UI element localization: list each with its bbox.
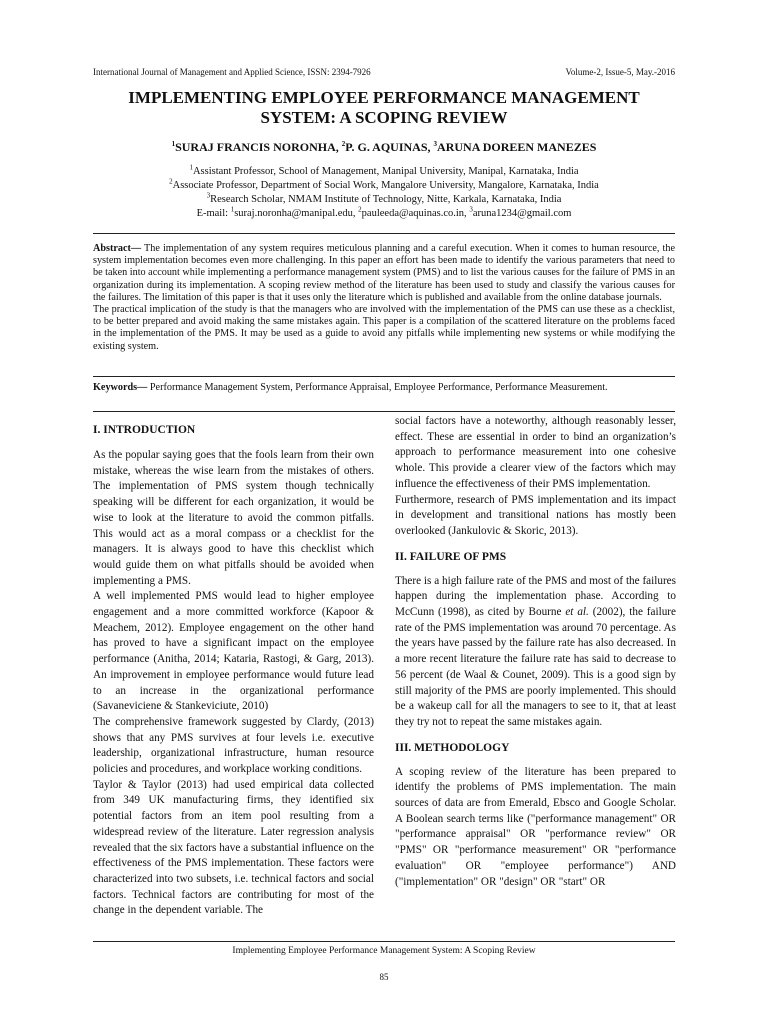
email-1: suraj.noronha@manipal.edu, xyxy=(234,208,359,219)
email-2-mark: 2 xyxy=(358,205,362,214)
title-line-2: SYSTEM: A SCOPING REVIEW xyxy=(260,108,508,127)
keywords xyxy=(93,382,675,395)
affiliation-2-text: Associate Professor, Department of Social Work, Mangalore University, Mangalore, Karnataka, India xyxy=(172,180,599,191)
abstract-paragraph-2: The practical implication of the study is that the managers who are involved with the implementation of the PMS can use these as a checklist, to be better prepared and avoid making the same mistakes again. This paper is a compilation of the scattered literature on the problems faced in the implementation of the PMS. It may be used as a guide to avoid any pitfalls while implementing new systems or while modifying the existing system. xyxy=(93,304,675,352)
methodology-paragraph: A scoping review of the literature has been prepared to identify the problems of PMS implementation. The main sources of data are from Emerald, Ebsco and Google Scholar. A Boolean search terms like ("performance management" OR "performance appraisal" OR "performance review" OR "PMS" OR "performance measurement" OR "performance evaluation" OR "employee performance") AND ("implementation" OR "design" OR "start" OR xyxy=(395,765,676,888)
email-1-mark: 1 xyxy=(230,205,235,214)
affiliation-2-mark: 2 xyxy=(169,177,173,186)
footer-rule xyxy=(93,941,675,942)
author-list xyxy=(60,140,708,155)
paper-title xyxy=(60,88,708,128)
failure-heading: II. FAILURE OF PMS xyxy=(395,550,507,563)
journal-name: International Journal of Management and Applied Science, ISSN: 2394-7926 xyxy=(93,67,371,77)
author-3: ARUNA DOREEN MANEZES xyxy=(437,140,597,154)
keywords-label: Keywords— xyxy=(93,382,148,393)
failure-text-b: (2002), the failure rate of the PMS implementation was around 70 percentage. As the years have passed by the failure rate has also decreased. In a more recent literature the failure rate has said to decrease to 56 percent (de Waal & Counet, 2009). This is a good sign by still majority of the PMS are poorly implemented. This should be a wakeup call for all the managers to see to it, that at least they try not to repeat the same mistakes again. xyxy=(395,606,677,728)
affiliation-2 xyxy=(60,179,708,193)
affiliations xyxy=(60,165,708,221)
methodology-heading: III. METHODOLOGY xyxy=(395,741,510,754)
email-2: pauleeda@aquinas.co.in, xyxy=(361,208,470,219)
affiliation-3 xyxy=(60,193,708,207)
title-line-1: IMPLEMENTING EMPLOYEE PERFORMANCE MANAGEMENT xyxy=(128,88,640,107)
running-footer: Implementing Employee Performance Management System: A Scoping Review xyxy=(232,946,536,956)
introduction-heading: I. INTRODUCTION xyxy=(93,424,196,436)
email-3-mark: 3 xyxy=(469,205,473,214)
abstract-text-1: The implementation of any system requires meticulous planning and a careful execution. When it comes to human resource, the system implementation becomes even more challenging. In this paper an effort has been made to identify the various parameters that need to be taken into account while implementing a performance management system (PMS) and to list the various causes for the failure of PMS in an organization during its implementation. A scoping review method of the literature has been used to study and classify the various causes for the failures. The limitation of this paper is that it uses only the literature which is published and available from the online database journals. xyxy=(93,243,675,303)
intro-paragraph-5: Furthermore, research of PMS implementation and its impact in development and transitional nations has mostly been overlooked (Jankulovic & Skoric, 2013). xyxy=(395,493,676,537)
email-label: E-mail: xyxy=(196,208,231,219)
intro-paragraph-1: As the popular saying goes that the fools learn from their own mistake, whereas the wise learn from the mistakes of others. The implementation of PMS system though technically speaking will be different for each organization, it would be wise to look at the literature to avoid the common pitfalls. This would act as a moral compass or a checklist for the managers. It is always good to have this checklist which would guide them on what pitfalls should be avoided when implementing a PMS. xyxy=(93,449,374,587)
volume-issue: Volume-2, Issue-5, May.-2016 xyxy=(565,67,675,77)
abstract-top-rule xyxy=(93,233,675,234)
keywords-top-rule xyxy=(93,376,675,377)
author-2-mark: 2 xyxy=(341,140,346,148)
failure-paragraph xyxy=(395,574,676,731)
keywords-text: Performance Management System, Performance Appraisal, Employee Performance, Performance Measurement. xyxy=(147,382,608,393)
right-column xyxy=(395,414,676,890)
author-1-mark: 1 xyxy=(171,140,176,148)
left-column xyxy=(93,422,374,919)
affiliation-1-mark: 1 xyxy=(189,163,193,172)
email-line xyxy=(60,207,708,221)
intro-paragraph-4: Taylor & Taylor (2013) had used empirical data collected from 349 UK manufacturing firms, they identified six potential factors from an item pool resulting from a widespread review of the literature. Later regression analysis revealed that the six factors have a substantial influence on the effectiveness of the PMS implementation. These factors were characterized into two subsets, i.e. technical factors and social factors. Technical factors are contributing for most of the change in the dependent variable. The xyxy=(93,778,374,917)
intro-continuation: social factors have a noteworthy, although reasonably lesser, effect. These are essential in order to bind an organization’s approach to performance measurement into one cohesive whole. This provide a clearer view of the factors which may influence the effectiveness of their PMS implementation. xyxy=(395,415,676,490)
author-1: SURAJ FRANCIS NORONHA, xyxy=(175,140,342,154)
abstract-paragraph-1 xyxy=(93,243,675,304)
affiliation-3-mark: 3 xyxy=(206,191,211,200)
affiliation-1 xyxy=(60,165,708,179)
author-2: P. G. AQUINAS, xyxy=(345,140,434,154)
failure-et-al: et al. xyxy=(565,606,589,619)
affiliation-1-text: Assistant Professor, School of Management, Manipal University, Manipal, Karnataka, India xyxy=(192,166,579,177)
abstract xyxy=(93,243,675,353)
author-3-mark: 3 xyxy=(433,140,438,148)
intro-paragraph-3: The comprehensive framework suggested by Clardy, (2013) shows that any PMS survives at four levels i.e. executive leadership, organizational infrastructure, human resource policies and procedures, and workplace working conditions. xyxy=(93,715,374,776)
intro-paragraph-2: A well implemented PMS would lead to higher employee engagement and a more committed workforce (Kapoor & Meachem, 2012). Employee engagement on the other hand has proved to have a significant impact on the employee performance (Anitha, 2014; Kataria, Rastogi, & Garg, 2013). An improvement in employee performance would future lead to an increase in the organizational performance (Savaneviciene & Stankeviciute, 2010) xyxy=(93,590,374,713)
failure-text-a: There is a high failure rate of the PMS and most of the failures happen during the implementation phase. According to McCunn (1998), as cited by Bourne xyxy=(395,574,676,619)
keywords-bottom-rule xyxy=(93,411,675,412)
affiliation-3-text: Research Scholar, NMAM Institute of Technology, Nitte, Karkala, Karnataka, India xyxy=(210,194,562,205)
page-number: 85 xyxy=(379,972,389,982)
abstract-label: Abstract— xyxy=(93,243,142,254)
running-header xyxy=(93,67,675,77)
email-3: aruna1234@gmail.com xyxy=(472,208,572,219)
